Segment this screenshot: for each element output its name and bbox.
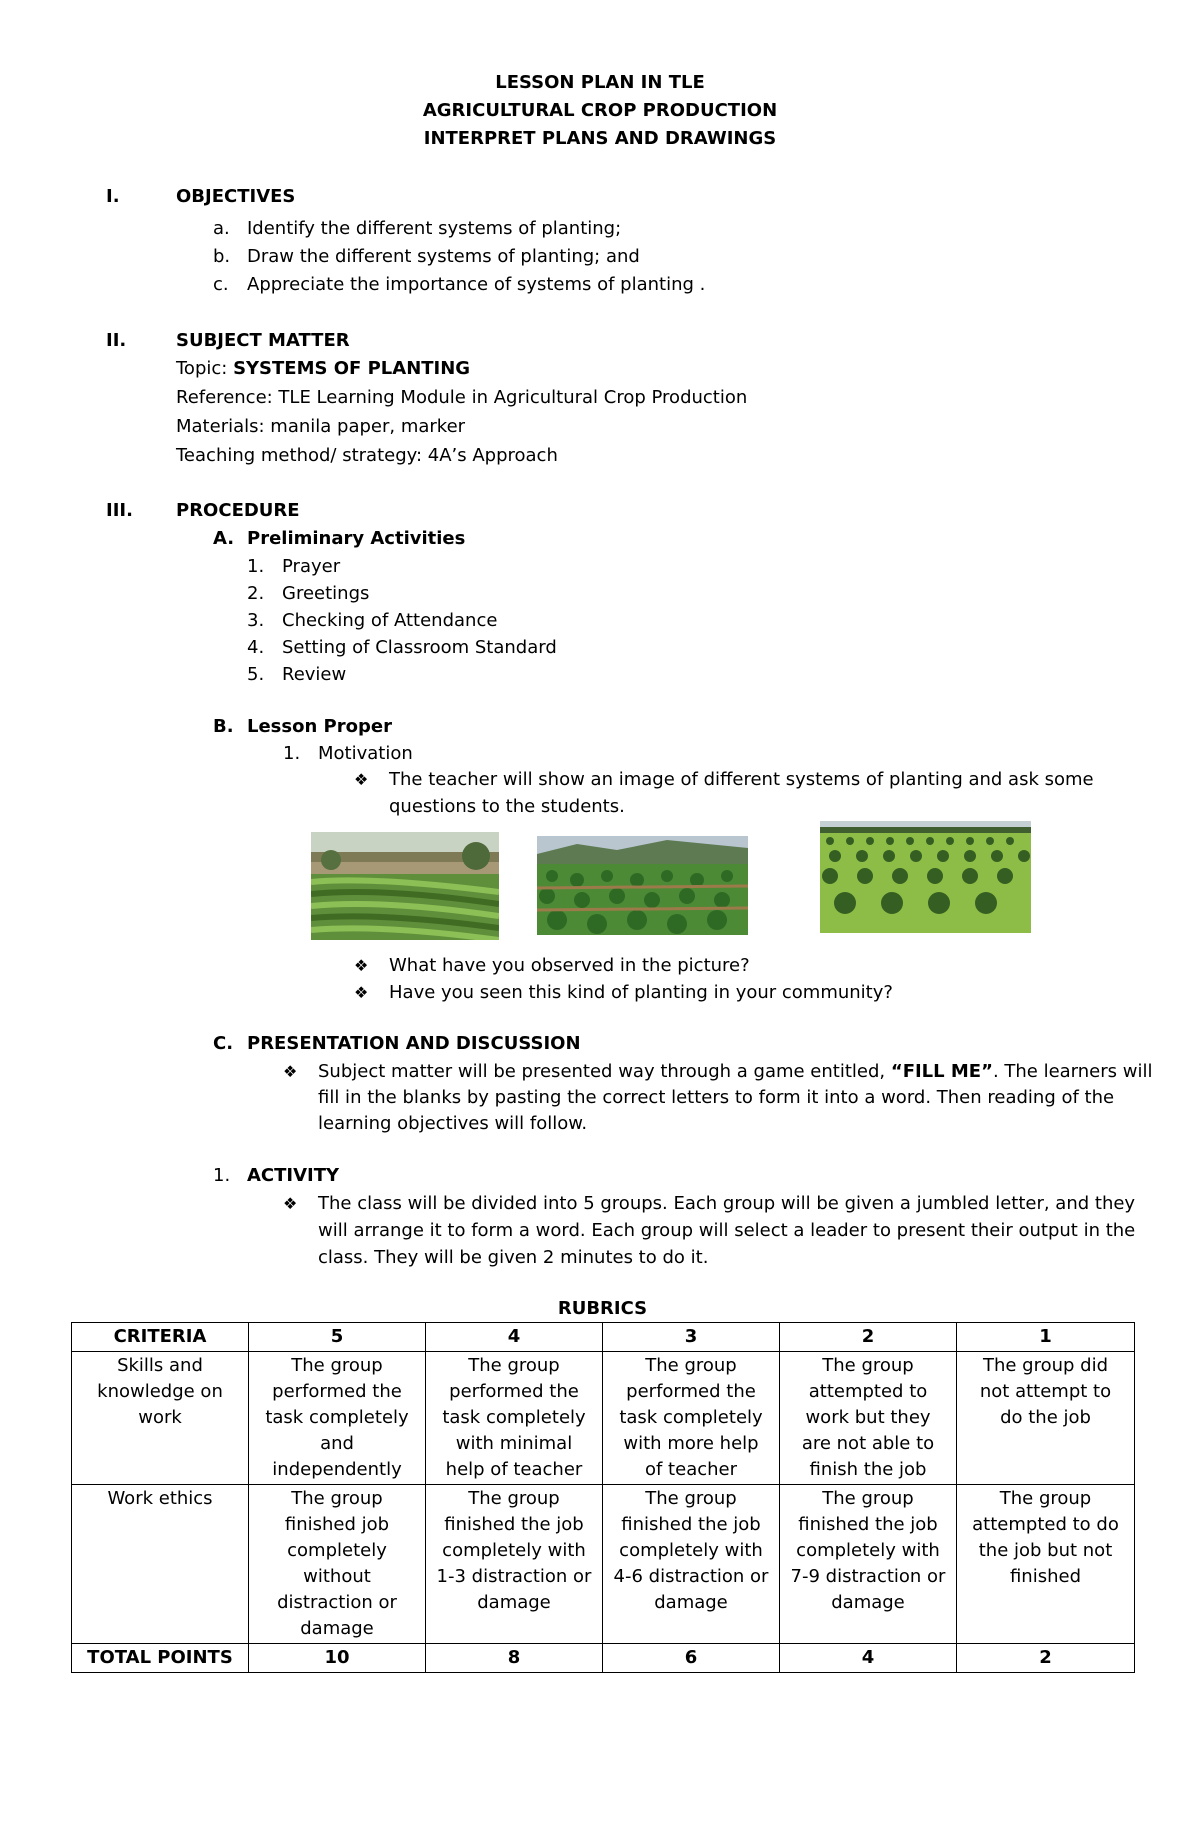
game-title: “FILL ME” xyxy=(890,1061,993,1082)
question-item: Have you seen this kind of planting in your community? xyxy=(389,982,893,1003)
cell-line: The group xyxy=(645,1488,737,1509)
orchard-grid-photo xyxy=(820,821,1031,933)
cell-line: without xyxy=(303,1566,371,1587)
cell-line: independently xyxy=(272,1459,402,1480)
title-line-3: INTERPRET PLANS AND DRAWINGS xyxy=(423,128,777,149)
diamond-bullet-icon: ❖ xyxy=(354,770,369,789)
total-cell: 4 xyxy=(780,1644,957,1673)
cell-line: task completely xyxy=(265,1407,409,1428)
objective-item: Identify the different systems of planting; xyxy=(247,218,622,239)
rubric-cell xyxy=(957,1485,1135,1644)
objective-marker: c. xyxy=(213,274,229,295)
total-cell: 2 xyxy=(957,1644,1135,1673)
cell-line: with minimal xyxy=(455,1433,573,1454)
rubric-cell xyxy=(603,1352,780,1485)
diamond-bullet-icon: ❖ xyxy=(283,1194,298,1213)
cell-line: The group xyxy=(822,1488,914,1509)
topic-line xyxy=(176,358,470,379)
objectives-heading: OBJECTIVES xyxy=(176,186,296,207)
header-cell: 1 xyxy=(957,1323,1135,1352)
cell-line: do the job xyxy=(1000,1407,1091,1428)
activity-text: The class will be divided into 5 groups. Each group will be given a jumbled letter, and they xyxy=(318,1193,1136,1214)
header-cell: 5 xyxy=(249,1323,426,1352)
rubric-header-row xyxy=(72,1323,1135,1352)
lesson-proper-heading: Lesson Proper xyxy=(247,716,392,737)
cell-line: 7-9 distraction or xyxy=(790,1566,946,1587)
cell-line: The group xyxy=(291,1488,383,1509)
rubric-cell xyxy=(426,1352,603,1485)
presentation-text-part: Subject matter will be presented way through a game entitled, xyxy=(318,1061,891,1082)
activity-text: class. They will be given 2 minutes to do it. xyxy=(318,1247,709,1268)
cell-line: The group xyxy=(999,1488,1092,1509)
presentation-marker: C. xyxy=(213,1033,234,1054)
cell-line: work but they xyxy=(805,1407,931,1428)
rubric-cell xyxy=(603,1485,780,1644)
cell-line: The group did xyxy=(982,1355,1109,1376)
cell-line: completely with xyxy=(796,1540,940,1561)
cell-line: finished xyxy=(1009,1566,1082,1587)
topic-value: SYSTEMS OF PLANTING xyxy=(233,358,471,379)
cell-line: finished the job xyxy=(621,1514,761,1535)
cell-line: performed the xyxy=(272,1381,402,1402)
materials-line: Materials: manila paper, marker xyxy=(176,416,466,437)
subject-numeral: II. xyxy=(106,330,127,351)
rubric-cell xyxy=(426,1485,603,1644)
lesson-proper-marker: B. xyxy=(213,716,234,737)
cell-line: the job but not xyxy=(978,1540,1113,1561)
rubric-cell xyxy=(780,1485,957,1644)
preliminary-marker: 5. xyxy=(247,664,265,685)
rubric-row xyxy=(72,1352,1135,1485)
orchard-rows-photo xyxy=(537,836,748,935)
objective-item: Draw the different systems of planting; and xyxy=(247,246,640,267)
cell-line: damage xyxy=(477,1592,551,1613)
cell-line: task completely xyxy=(619,1407,763,1428)
cell-line: performed the xyxy=(449,1381,579,1402)
preliminary-marker: 1. xyxy=(247,556,265,577)
cell-line: damage xyxy=(831,1592,905,1613)
tea-terrace-photo xyxy=(311,832,499,940)
cell-line: finish the job xyxy=(809,1459,927,1480)
cell-line: completely with xyxy=(619,1540,763,1561)
procedure-heading: PROCEDURE xyxy=(176,500,300,521)
presentation-text xyxy=(318,1061,1152,1082)
cell-line: finished job xyxy=(284,1514,390,1535)
cell-line: Work ethics xyxy=(107,1488,213,1509)
cell-line: attempted to xyxy=(808,1381,928,1402)
presentation-text-part: . The learners will xyxy=(992,1061,1153,1082)
preliminary-item: Greetings xyxy=(282,583,370,604)
cell-line: finished the job xyxy=(444,1514,584,1535)
preliminary-marker: 2. xyxy=(247,583,265,604)
preliminary-heading: Preliminary Activities xyxy=(247,528,466,549)
cell-line: with more help xyxy=(623,1433,759,1454)
presentation-heading: PRESENTATION AND DISCUSSION xyxy=(247,1033,581,1054)
total-cell: 10 xyxy=(249,1644,426,1673)
cell-line: The group xyxy=(822,1355,914,1376)
criteria-cell xyxy=(72,1485,249,1644)
cell-line: damage xyxy=(300,1618,374,1639)
method-line: Teaching method/ strategy: 4A’s Approach xyxy=(176,445,558,466)
subject-heading: SUBJECT MATTER xyxy=(176,330,350,351)
activity-heading: ACTIVITY xyxy=(247,1165,340,1186)
preliminary-marker: A. xyxy=(213,528,235,549)
header-cell: 2 xyxy=(780,1323,957,1352)
preliminary-item: Setting of Classroom Standard xyxy=(282,637,557,658)
motivation-text: The teacher will show an image of different systems of planting and ask some xyxy=(389,769,1094,790)
rubrics-title: RUBRICS xyxy=(557,1298,648,1319)
preliminary-item: Review xyxy=(282,664,347,685)
cell-line: completely with xyxy=(442,1540,586,1561)
cell-line: 1-3 distraction or xyxy=(436,1566,592,1587)
diamond-bullet-icon: ❖ xyxy=(354,956,369,975)
rubric-row xyxy=(72,1485,1135,1644)
preliminary-marker: 4. xyxy=(247,637,265,658)
cell-line: task completely xyxy=(442,1407,586,1428)
total-cell: 6 xyxy=(603,1644,780,1673)
diamond-bullet-icon: ❖ xyxy=(283,1062,298,1081)
cell-line: attempted to do xyxy=(972,1514,1119,1535)
total-label: TOTAL POINTS xyxy=(72,1644,249,1673)
reference-line: Reference: TLE Learning Module in Agricultural Crop Production xyxy=(176,387,748,408)
cell-line: Skills and xyxy=(117,1355,203,1376)
topic-label: Topic: xyxy=(176,358,234,379)
rubric-cell xyxy=(249,1352,426,1485)
cell-line: The group xyxy=(468,1488,560,1509)
objective-marker: a. xyxy=(213,218,230,239)
cell-line: help of teacher xyxy=(445,1459,583,1480)
objectives-numeral: I. xyxy=(106,186,120,207)
total-points-row xyxy=(72,1644,1135,1673)
cell-line: damage xyxy=(654,1592,728,1613)
motivation-text: questions to the students. xyxy=(389,796,625,817)
preliminary-item: Checking of Attendance xyxy=(282,610,498,631)
rubric-cell xyxy=(780,1352,957,1485)
rubric-table xyxy=(71,1322,1135,1673)
cell-line: The group xyxy=(468,1355,560,1376)
cell-line: knowledge on xyxy=(97,1381,223,1402)
presentation-text: learning objectives will follow. xyxy=(318,1113,588,1134)
orchard-rows-image xyxy=(537,836,748,935)
activity-text: will arrange it to form a word. Each group will select a leader to present their output in the xyxy=(318,1220,1136,1241)
title-line-2: AGRICULTURAL CROP PRODUCTION xyxy=(422,100,778,121)
objective-item: Appreciate the importance of systems of planting . xyxy=(247,274,706,295)
preliminary-marker: 3. xyxy=(247,610,265,631)
total-cell: 8 xyxy=(426,1644,603,1673)
cell-line: not attempt to xyxy=(979,1381,1112,1402)
criteria-cell xyxy=(72,1352,249,1485)
cell-line: work xyxy=(138,1407,182,1428)
cell-line: The group xyxy=(291,1355,383,1376)
title-line-1: LESSON PLAN IN TLE xyxy=(495,72,705,93)
cell-line: are not able to xyxy=(801,1433,935,1454)
rubric-cell xyxy=(957,1352,1135,1485)
tea-terrace-image xyxy=(311,832,499,940)
procedure-numeral: III. xyxy=(106,500,133,521)
header-cell: 3 xyxy=(603,1323,780,1352)
diamond-bullet-icon: ❖ xyxy=(354,983,369,1002)
cell-line: performed the xyxy=(626,1381,756,1402)
cell-line: 4-6 distraction or xyxy=(613,1566,769,1587)
rubric-cell xyxy=(249,1485,426,1644)
objective-marker: b. xyxy=(213,246,231,267)
cell-line: completely xyxy=(287,1540,387,1561)
orchard-grid-image xyxy=(820,821,1031,933)
question-item: What have you observed in the picture? xyxy=(389,955,750,976)
cell-line: The group xyxy=(645,1355,737,1376)
preliminary-item: Prayer xyxy=(282,556,341,577)
presentation-text: fill in the blanks by pasting the correct letters to form it into a word. Then reading of the xyxy=(318,1087,1115,1108)
cell-line: distraction or xyxy=(277,1592,397,1613)
header-cell: CRITERIA xyxy=(72,1323,249,1352)
cell-line: finished the job xyxy=(798,1514,938,1535)
cell-line: of teacher xyxy=(644,1459,737,1480)
header-cell: 4 xyxy=(426,1323,603,1352)
motivation-marker: 1. xyxy=(283,743,301,764)
motivation-heading: Motivation xyxy=(318,743,413,764)
cell-line: and xyxy=(320,1433,354,1454)
activity-marker: 1. xyxy=(213,1165,231,1186)
